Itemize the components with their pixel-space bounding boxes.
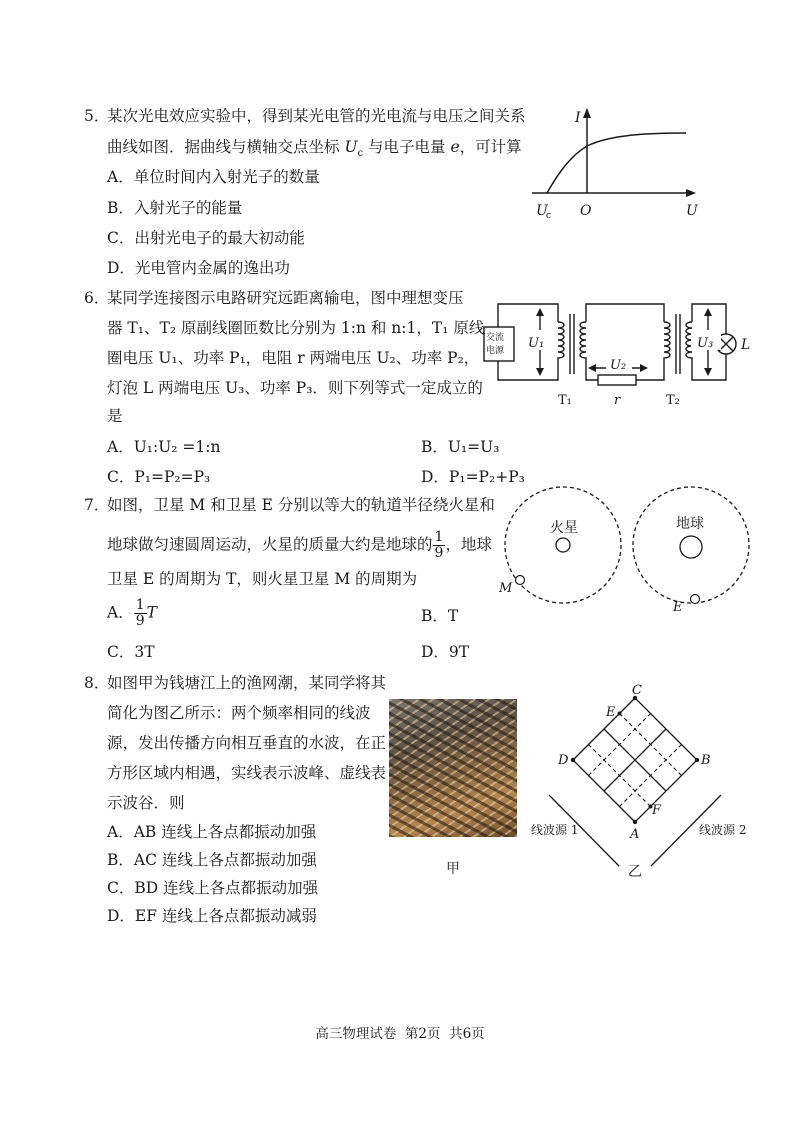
q8-stem-line3: 源，发出传播方向相互垂直的水波，在正 — [107, 734, 387, 752]
q5-option-c: C．出射光电子的最大初动能 — [107, 229, 305, 247]
q8-option-b: B．AC 连线上各点都振动加强 — [107, 851, 317, 869]
tide-photo — [389, 699, 517, 837]
q7-stem-line3: 卫星 E 的周期为 T，则火星卫星 M 的周期为 — [107, 570, 418, 588]
source-label-1: 交流 — [486, 333, 505, 343]
photo-caption-jia: 甲 — [446, 861, 460, 877]
earth — [680, 536, 702, 558]
resistor-r — [598, 375, 636, 385]
q8-option-d: D．EF 连线上各点都振动减弱 — [107, 907, 317, 925]
q6-stem-line1: 某同学连接图示电路研究远距离输电，图中理想变压 — [107, 289, 464, 307]
q8-stem-line4: 方形区域内相遇，实线表示波峰、虚线表 — [107, 764, 387, 782]
i-label: I — [575, 110, 581, 126]
q6-option-b: B．U₁=U₃ — [421, 438, 500, 456]
q8-stem-line1: 如图甲为钱塘江上的渔网潮，某同学将其 — [107, 674, 387, 692]
q8-number: 8． — [84, 674, 110, 692]
uc-subscript: c — [546, 211, 552, 221]
i-axis-arrow — [583, 108, 591, 118]
page-footer: 高三物理试卷 第2页 共6页 — [315, 1026, 485, 1042]
point-b-label: B — [701, 753, 711, 768]
t1-secondary-coil — [580, 322, 586, 364]
earth-label: 地球 — [676, 516, 704, 532]
t1-label: T₁ — [558, 393, 572, 408]
t1-primary-coil — [558, 322, 564, 364]
u2-label: U₂ — [610, 358, 627, 373]
point-c-label: C — [632, 683, 642, 698]
q6-circuit-diagram — [478, 292, 778, 410]
earth-orbit — [633, 487, 749, 603]
q6-option-a: A．U₁:U₂ =1:n — [107, 438, 221, 456]
source-label-2: 电源 — [486, 346, 505, 356]
q6-stem-line5: 是 — [107, 407, 123, 425]
source-2-label: 线波源 2 — [699, 823, 747, 837]
point-d-label: D — [558, 753, 569, 768]
q6-option-c: C．P₁=P₂=P₃ — [107, 468, 211, 486]
q5-iu-graph — [520, 100, 710, 230]
q8-option-c: C．BD 连线上各点都振动加强 — [107, 879, 319, 897]
source-1-label: 线波源 1 — [531, 823, 579, 837]
u1-label: U₁ — [528, 336, 545, 351]
q6-number: 6． — [84, 289, 110, 307]
q8-wave-diagram — [525, 680, 785, 880]
m-label: M — [499, 581, 513, 596]
q8-stem-line5: 示波谷．则 — [107, 794, 185, 812]
q7-stem-line2: 地球做匀速圆周运动，火星的质量大约是地球的 $\frac{1}{9}$ ，地球 — [107, 529, 492, 561]
e-label: E — [673, 600, 683, 615]
lamp-label: L — [741, 337, 751, 353]
q8-stem-line2: 简化为图乙所示：两个频率相同的线波 — [107, 704, 371, 722]
u-label: U — [686, 203, 698, 219]
fraction-one-ninth: $\frac{1}{9}$ — [434, 529, 444, 561]
point-e-label: E — [606, 705, 616, 720]
q7-option-d: D．9T — [421, 643, 470, 661]
q6-stem-line4: 灯泡 L 两端电压 U₃、功率 P₃．则下列等式一定成立的 — [107, 379, 483, 397]
q7-option-c: C．3T — [107, 643, 155, 661]
q5-stem-line1: 某次光电效应实验中，得到某光电管的光电流与电压之间关系 — [107, 107, 526, 125]
q7-option-a: A． $\frac{1}{9}$ T — [107, 597, 157, 629]
fig-caption-yi: 乙 — [628, 864, 642, 880]
resistor-label: r — [614, 393, 621, 408]
q5-option-b: B．入射光子的能量 — [107, 199, 243, 217]
q5-option-a: A．单位时间内入射光子的数量 — [107, 168, 320, 186]
q6-option-d: D．P₁=P₂+P₃ — [421, 468, 525, 486]
origin-label: O — [580, 203, 592, 219]
q7-option-b: B．T — [421, 607, 459, 625]
q8-option-a: A．AB 连线上各点都振动加强 — [107, 823, 317, 841]
q7-stem-line1: 如图，卫星 M 和卫星 E 分别以等大的轨道半径绕火星和 — [107, 496, 495, 514]
q5-option-d: D．光电管内金属的逸出功 — [107, 259, 290, 277]
point-f-label: F — [652, 803, 662, 818]
q5-number: 5． — [84, 107, 110, 125]
u3-label: U₃ — [697, 336, 714, 351]
uc-label: U — [536, 203, 548, 219]
point-a-label: A — [630, 827, 640, 842]
q6-stem-line2: 器 T₁、T₂ 原副线圈匝数比分别为 1:n 和 n:1，T₁ 原线 — [107, 319, 485, 337]
q6-stem-line3: 圈电压 U₁、功率 P₁，电阻 r 两端电压 U₂、功率 P₂， — [107, 349, 480, 367]
satellite-e — [691, 595, 700, 604]
mars-orbit — [505, 487, 621, 603]
mars-label: 火星 — [550, 520, 578, 536]
q7-number: 7． — [84, 496, 110, 514]
mars — [556, 538, 570, 552]
u-axis-arrow — [686, 189, 696, 197]
t2-primary-coil — [664, 322, 670, 364]
t2-label: T₂ — [666, 393, 680, 408]
q7-orbit-diagram — [495, 480, 795, 620]
satellite-m — [516, 576, 525, 585]
photocurrent-curve — [547, 133, 686, 193]
q5-stem-line2: 曲线如图．据曲线与横轴交点坐标 $U_c$ 与电子电量 e，可计算 — [107, 138, 522, 160]
